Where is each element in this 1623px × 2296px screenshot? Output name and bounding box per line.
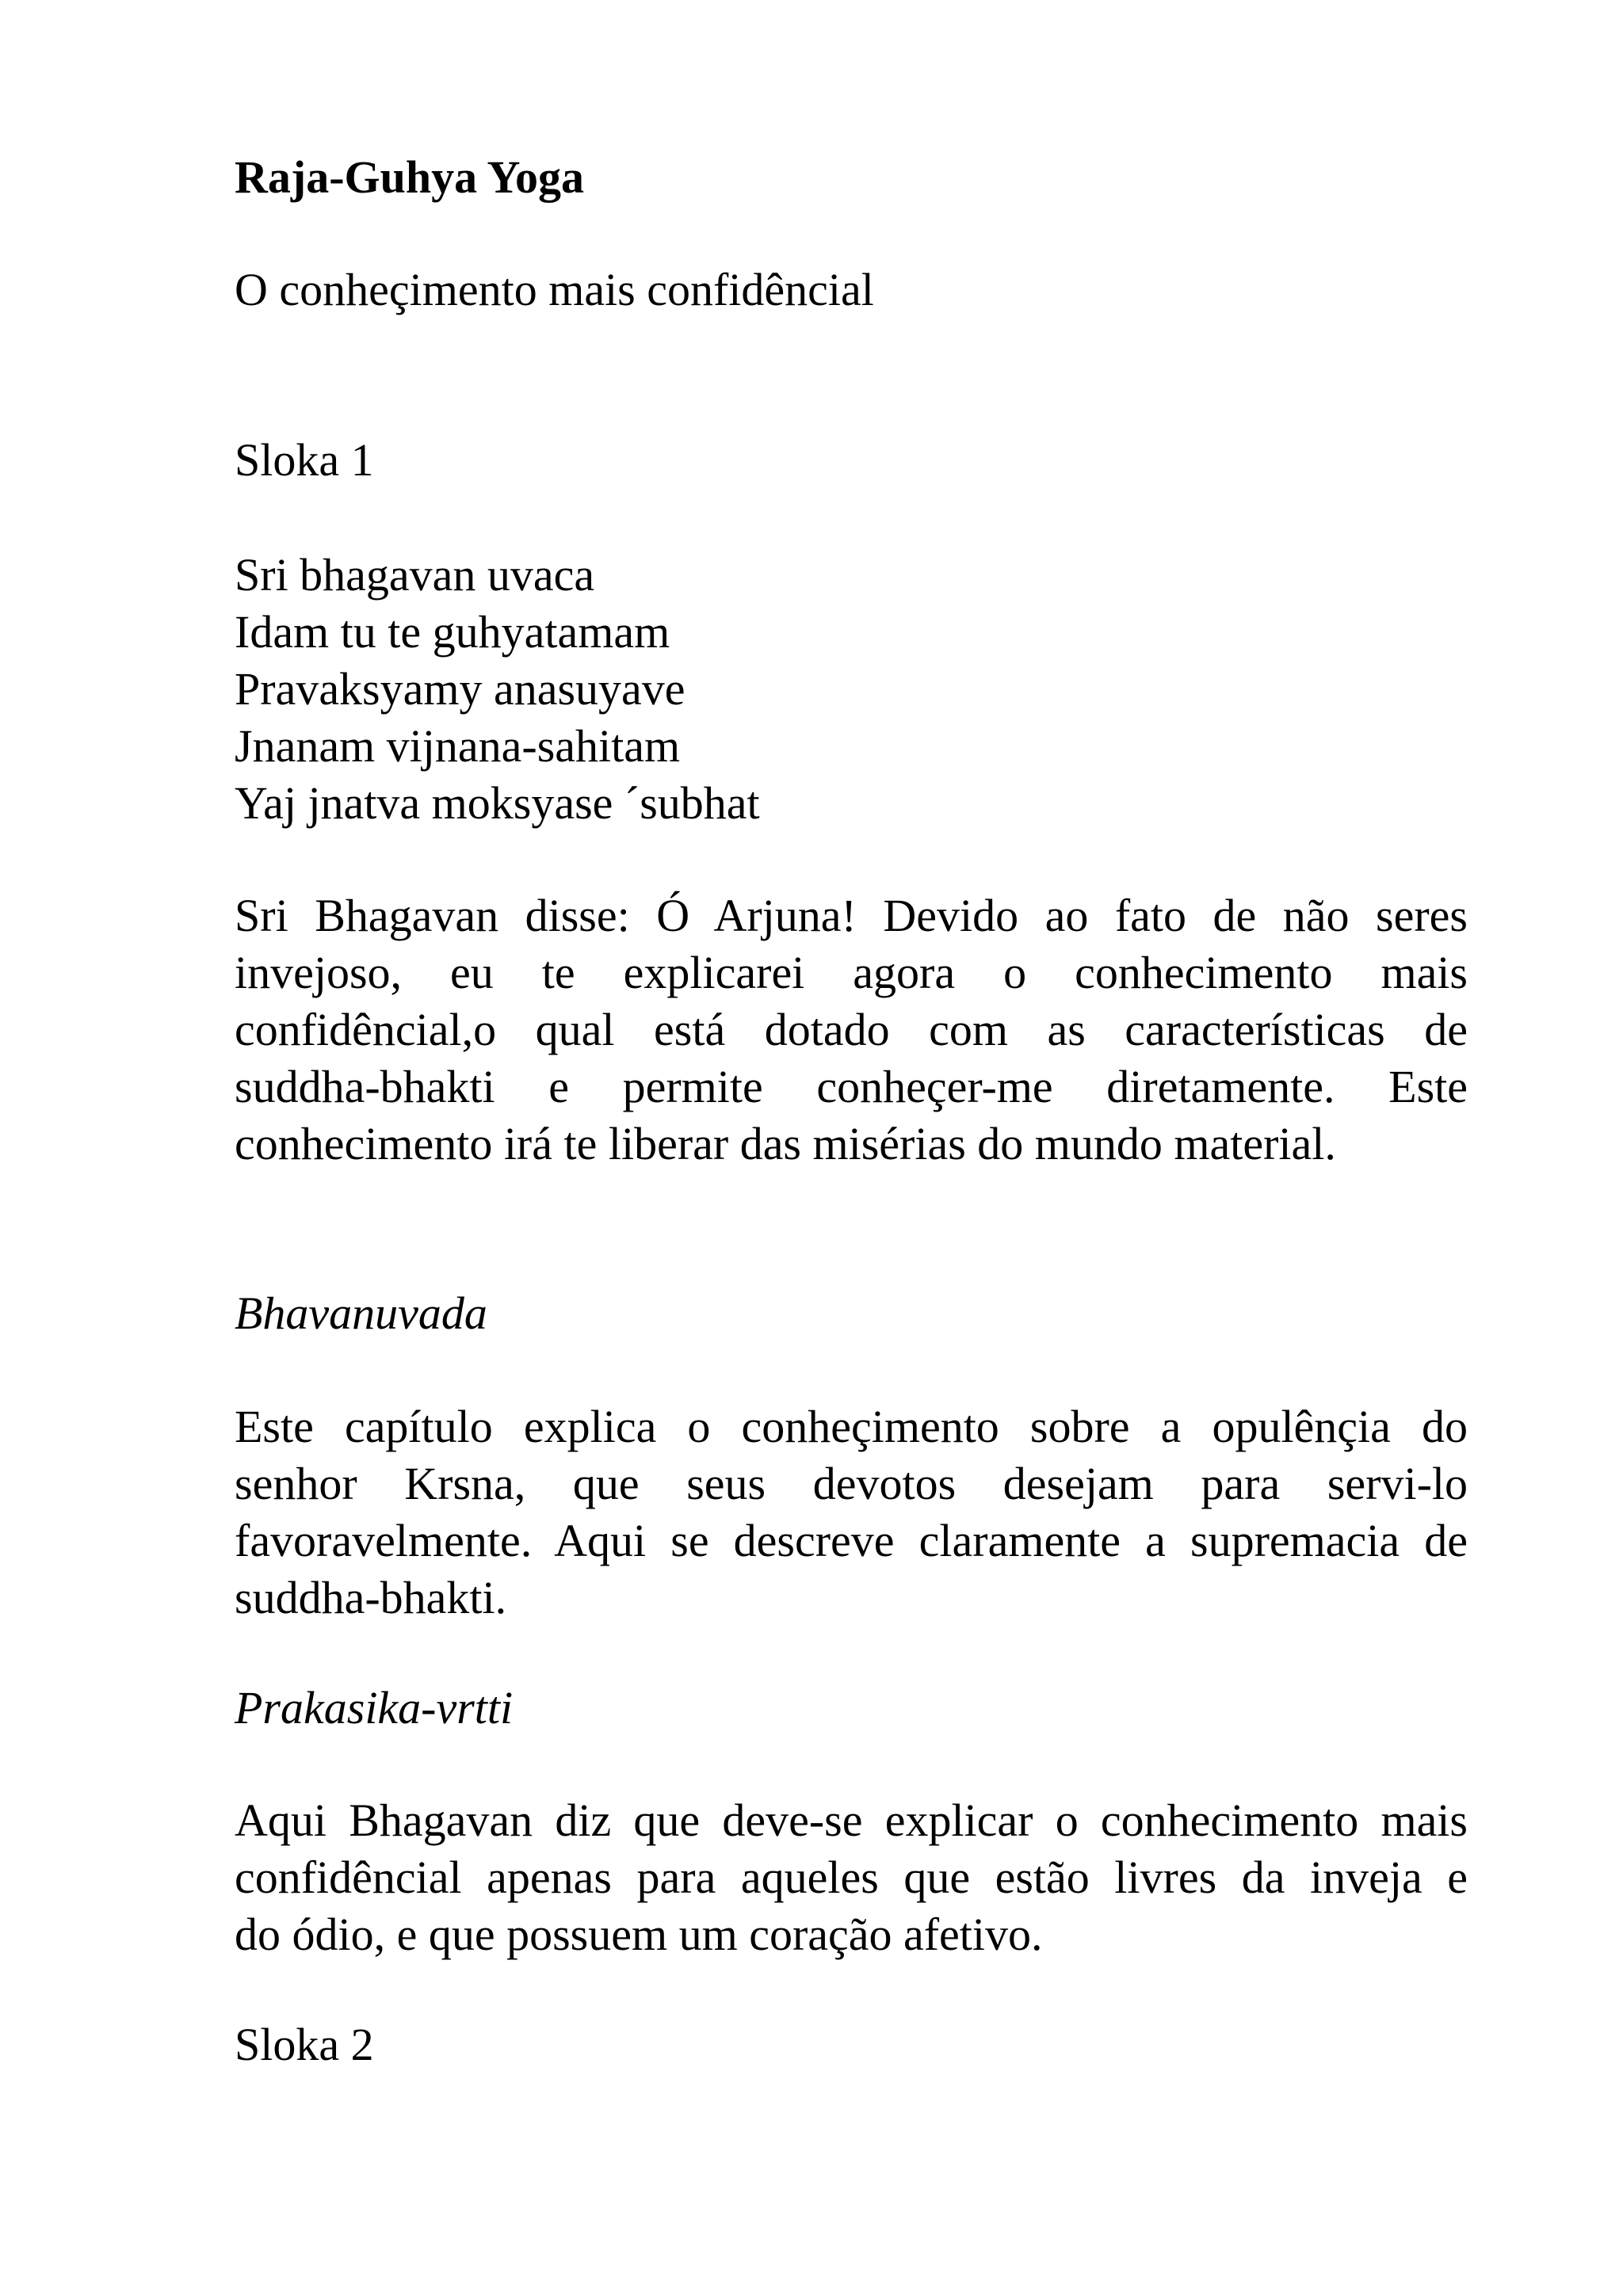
bhavanuvada-heading: Bhavanuvada <box>235 1287 487 1339</box>
verse-line: Jnanam vijnana-sahitam <box>235 720 681 772</box>
verse-line: Idam tu te guhyatamam <box>235 606 670 658</box>
prakasika-heading: Prakasika-vrtti <box>235 1682 514 1733</box>
prakasika-line: confidêncial apenas para aqueles que estão livres da inveja e <box>235 1852 1468 1903</box>
bhavanuvada-paragraph <box>235 1398 1468 1627</box>
prakasika-paragraph <box>235 1792 1468 1963</box>
bhavanuvada-line: favoravelmente. Aqui se descreve claramente a supremacia de <box>235 1515 1468 1566</box>
chapter-title: Raja-Guhya Yoga <box>235 151 584 203</box>
sloka-1-heading: Sloka 1 <box>235 434 374 486</box>
prakasika-line: Aqui Bhagavan diz que deve-se explicar o conhecimento mais <box>235 1794 1468 1846</box>
translation-line: invejoso, eu te explicarei agora o conhecimento mais <box>235 947 1468 998</box>
bhavanuvada-line: senhor Krsna, que seus devotos desejam para servi-lo <box>235 1458 1468 1509</box>
verse-line: Sri bhagavan uvaca <box>235 549 595 601</box>
sloka-1-translation <box>235 887 1468 1173</box>
bhavanuvada-line: Este capítulo explica o conheçimento sobre a opulênçia do <box>235 1401 1468 1452</box>
translation-line: suddha-bhakti e permite conheçer-me diretamente. Este <box>235 1061 1468 1112</box>
translation-line: conhecimento irá te liberar das misérias do mundo material. <box>235 1118 1336 1169</box>
verse-line: Pravaksyamy anasuyave <box>235 663 685 715</box>
translation-line: confidêncial,o qual está dotado com as características de <box>235 1004 1468 1055</box>
sloka-1-verse <box>235 547 760 832</box>
verse-line: Yaj jnatva moksyase ´subhat <box>235 777 760 829</box>
translation-line: Sri Bhagavan disse: Ó Arjuna! Devido ao fato de não seres <box>235 890 1468 941</box>
sloka-2-heading: Sloka 2 <box>235 2019 374 2070</box>
chapter-subtitle: O conheçimento mais confidêncial <box>235 264 874 315</box>
prakasika-line: do ódio, e que possuem um coração afetivo. <box>235 1909 1043 1960</box>
bhavanuvada-line: suddha-bhakti. <box>235 1572 507 1623</box>
